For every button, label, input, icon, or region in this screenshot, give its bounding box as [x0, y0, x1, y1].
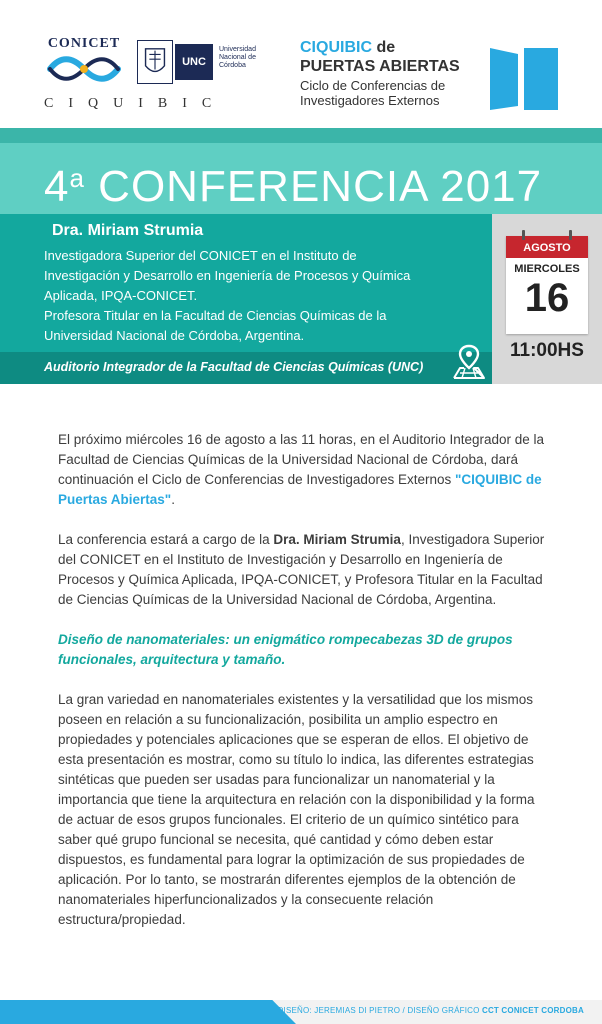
conference-title: [44, 152, 542, 213]
title-stripe: [0, 128, 602, 143]
calendar-icon: [506, 236, 588, 334]
series-block: [300, 38, 490, 108]
door-icon: [488, 44, 560, 112]
speaker-description-line: Profesora Titular en la Facultad de Ciencias Químicas de la: [44, 308, 387, 323]
event-time: 11:00HS: [510, 340, 584, 361]
conicet-label: CONICET: [47, 36, 121, 51]
intro-text: El próximo miércoles 16 de agosto a las 11 horas, en el Auditorio Integrador de la Facultad de Ciencias Químicas de la Universidad Nacional de Córdoba, dará continuación el Ciclo de Conferencias de Investigadores Externos: [58, 432, 545, 487]
venue-text: Auditorio Integrador de la Facultad de Ciencias Químicas (UNC): [44, 360, 424, 374]
calendar-day: 16: [524, 276, 570, 320]
unc-shield-icon: [137, 40, 173, 84]
paragraph-speaker: [58, 530, 548, 610]
location-pin-icon: [450, 342, 488, 380]
speaker-paragraph-end: , Investigadora Superior del CONICET en el Instituto de Investigación y Desarrollo en Ingeniería de Procesos y Química Aplicada, IPQA-CONICET, y Profesora Titular en la Facultad de Ciencias Químicas de la Universidad Nacional de Córdoba, Argentina.: [58, 532, 545, 607]
ciquibic-wordmark: CIQUIBIC: [44, 96, 227, 111]
paragraph-intro: [58, 430, 548, 510]
unc-name: Universidad Nacional de Córdoba: [219, 46, 256, 69]
unc-box: UNC: [175, 44, 213, 80]
date-panel: [492, 214, 602, 384]
footer-accent: [0, 1000, 296, 1024]
conicet-wave-icon: [46, 56, 122, 82]
intro-end: .: [171, 492, 175, 507]
series-name-highlight: "CIQUIBIC de Puertas Abiertas": [58, 472, 542, 507]
calendar-ring: [569, 230, 572, 240]
speaker-paragraph-name: Dra. Miriam Strumia: [273, 532, 401, 547]
series-title-de: de: [372, 39, 396, 56]
speaker-paragraph-text: La conferencia estará a cargo de la: [58, 532, 274, 547]
speaker-band: [0, 214, 492, 352]
series-title-ciquibic: CIQUIBIC: [300, 39, 372, 56]
speaker-name: Dra. Miriam Strumia: [52, 222, 204, 239]
speaker-description-line: Investigación y Desarrollo en Ingeniería de Procesos y Química: [44, 268, 411, 283]
conference-number: 4: [44, 162, 70, 211]
title-band: [0, 128, 602, 214]
article-body: [58, 430, 548, 950]
series-title-line2: PUERTAS ABIERTAS: [300, 58, 460, 75]
paragraph-abstract: La gran variedad en nanomateriales existentes y la versatilidad que los mismos poseen en relación a su funcionalización, posibilita un amplio espectro en propiedades y potenciales aplicaciones que se esperan de ellos. El objetivo de esta presentación es mostrar, como su título lo indica, las diferentes estrategias sintéticas que pueden ser usadas para funcionalizar un nanomaterial y la importancia que tiene la arquitectura en relación con la disponibilidad y la forma de actuar de esos grupos funcionales. El criterio de un químico sintético para saber qué grupo funcional se necesita, qué cantidad y cómo deben estar dispuestos, es fundamental para lograr la optimización de sus propiedades de aplicación. Por lo tanto, se mostrarán diferentes ejemplos de la obtención de nanomateriales hiperfuncionalizados y la consecuente relación estructura/propiedad.: [58, 692, 535, 927]
footer-credit: [278, 1006, 584, 1015]
speaker-description-line: Investigadora Superior del CONICET en el Instituto de: [44, 248, 357, 263]
conference-title-text: CONFERENCIA 2017: [84, 162, 543, 211]
footer: [0, 1000, 602, 1024]
calendar-weekday: MIERCOLES: [514, 263, 580, 275]
speaker-description: [44, 246, 484, 346]
footer-credit-prefix: DISEÑO: JEREMIAS DI PIETRO / DISEÑO GRÁFICO: [277, 1006, 482, 1015]
speaker-description-line: Universidad Nacional de Córdoba, Argentina.: [44, 328, 305, 343]
talk-topic: Diseño de nanomateriales: un enigmático rompecabezas 3D de grupos funcionales, arquitectura y tamaño.: [58, 632, 513, 667]
unc-logo: [137, 40, 267, 84]
calendar-ring: [522, 230, 525, 240]
conicet-logo: [44, 36, 124, 82]
series-title: [300, 38, 490, 76]
footer-credit-bold: CCT CONICET CORDOBA: [481, 1006, 584, 1015]
header: [0, 0, 602, 128]
venue-band: [0, 352, 492, 384]
calendar-month: AGOSTO: [506, 236, 588, 258]
speaker-description-line: Aplicada, IPQA-CONICET.: [44, 288, 198, 303]
series-subtitle: Ciclo de Conferencias de Investigadores Externos: [300, 78, 446, 108]
conference-ordinal: a: [69, 163, 85, 193]
